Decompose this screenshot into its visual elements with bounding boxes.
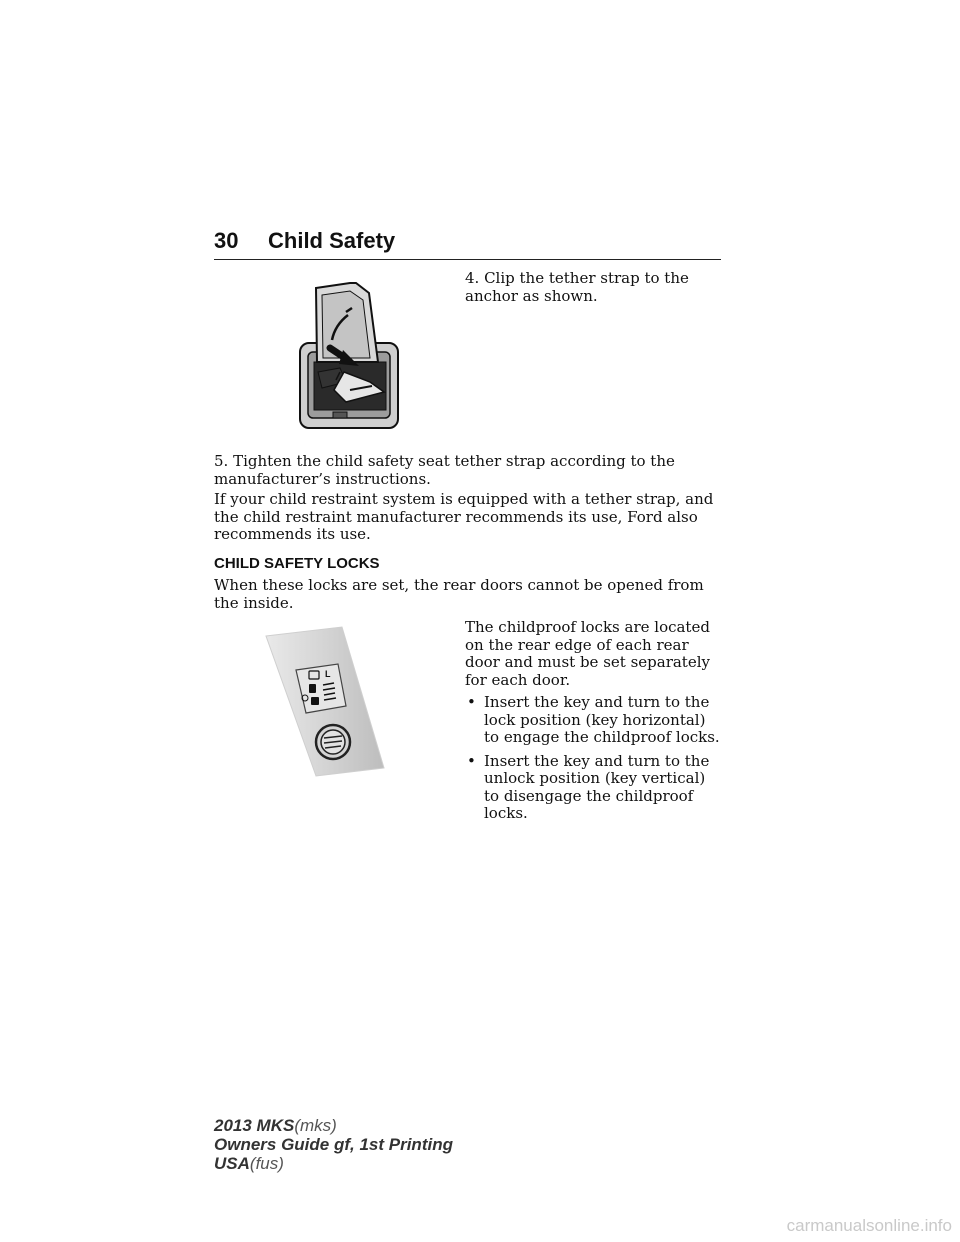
step-5-text: 5. Tighten the child safety seat tether strap according to the manufacturer’s instructions. (214, 452, 675, 488)
print-footer (214, 1116, 453, 1173)
list-item-text: Insert the key and turn to the unlock position (key vertical) to disengage the childproof locks. (484, 751, 710, 822)
padlock-icon (309, 684, 316, 693)
step-4-text: 4. Clip the tether strap to the anchor as shown. (465, 269, 689, 305)
page-number: 30 (214, 228, 239, 253)
section-title: Child Safety (268, 228, 396, 253)
lock-instructions-list (465, 694, 725, 829)
footer-model: 2013 MKS (214, 1116, 295, 1135)
footer-region: USA (214, 1154, 250, 1173)
tether-paragraph: If your child restraint system is equipped with a tether strap, and the child restraint manufacturer recommends its use, Ford also recommends its use. (214, 490, 714, 543)
unlock-icon (311, 697, 319, 705)
watermark: carmanualsonline.info (786, 1216, 952, 1235)
footer-guide: Owners Guide gf, 1st Printing (214, 1135, 453, 1154)
key-lock-cylinder (316, 725, 350, 759)
footer-line-model (214, 1116, 453, 1135)
footer-region-code: (fus) (249, 1154, 284, 1173)
bullet-icon: • (467, 693, 476, 711)
list-item-text: Insert the key and turn to the lock position (key horizontal) to engage the childproof locks. (484, 693, 720, 746)
bullet-icon: • (467, 751, 476, 770)
footer-line-region (214, 1154, 453, 1173)
list-item (465, 753, 725, 823)
list-item (465, 694, 725, 747)
footer-line-guide (214, 1135, 453, 1154)
footer-model-code: (mks) (294, 1116, 337, 1135)
lock-location-text: The childproof locks are located on the rear edge of each rear door and must be set separately for each door. (465, 618, 710, 689)
child-safety-locks-heading: CHILD SAFETY LOCKS (214, 555, 380, 572)
child-locks-intro: When these locks are set, the rear doors cannot be opened from the inside. (214, 576, 704, 612)
lock-label-letter: L (325, 669, 331, 679)
